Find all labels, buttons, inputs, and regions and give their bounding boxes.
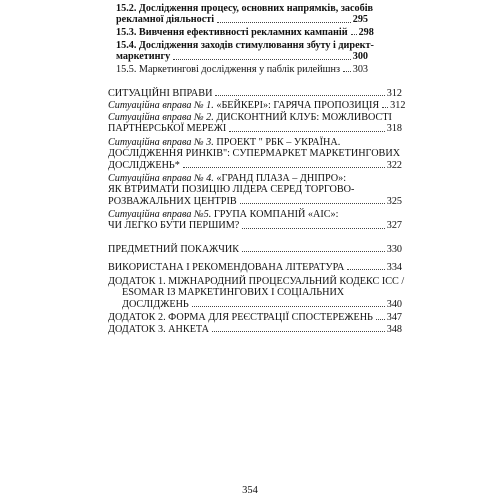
toc-entry-15-5	[116, 64, 368, 75]
toc-page-number: 348	[386, 324, 402, 335]
toc-page-number: 300	[352, 51, 368, 63]
toc-page-number: 330	[386, 244, 402, 255]
toc-entry-subject-index	[108, 244, 402, 255]
toc-page-number: 327	[386, 220, 402, 232]
toc-page-number: 312	[390, 100, 406, 111]
toc-page-number: 298	[358, 27, 374, 38]
toc-entry-appendix-1	[108, 276, 405, 310]
toc-entry-text: ВИКОРИСТАНА І РЕКОМЕНДОВАНА ЛІТЕРАТУРА	[108, 262, 345, 273]
toc-entry-text: 15.5. Маркетингові дослідження у паблік рилейшнз	[116, 64, 340, 75]
toc-entry-situation-5	[108, 209, 402, 232]
dot-leader	[192, 306, 385, 307]
toc-page-number: 334	[386, 262, 402, 273]
toc-entry-text: ЯК ВТРИМАТИ ПОЗИЦІЮ ЛІДЕРА СЕРЕД ТОРГОВО-	[108, 184, 355, 196]
toc-entry-text: «БЕЙКЕРІ»: ГАРЯЧА ПРОПОЗИЦІЯ	[216, 100, 380, 111]
dot-leader	[240, 203, 385, 204]
toc-entry-15-3	[116, 27, 374, 38]
dot-leader	[183, 167, 385, 168]
situation-prefix: Ситуаційна вправа № 3.	[108, 137, 214, 148]
toc-page-number: 340	[386, 298, 402, 310]
toc-entry-text: ДОСЛІДЖЕНЬ	[122, 298, 189, 310]
toc-entry-text: 15.2. Дослідження процесу, основних напрямків, засобів	[116, 3, 374, 14]
dot-leader	[347, 269, 384, 270]
toc-page-number: 322	[386, 159, 402, 171]
toc-page-number: 318	[386, 123, 402, 135]
toc-entry-situation-1	[108, 100, 406, 111]
dot-leader	[229, 131, 384, 132]
toc-page-number: 325	[386, 195, 402, 207]
toc-entry-situation-4	[108, 173, 402, 207]
toc-entry-15-4	[116, 40, 374, 63]
toc-entry-situations	[108, 88, 402, 99]
toc-page-number: 347	[386, 312, 402, 323]
toc-entry-situation-3	[108, 137, 402, 171]
toc-entry-15-2	[116, 3, 374, 26]
situation-prefix: Ситуаційна вправа № 4.	[108, 173, 214, 184]
toc-entry-situation-2	[108, 112, 402, 135]
toc-entry-literature	[108, 262, 402, 273]
toc-page-number: 295	[352, 14, 368, 26]
toc-entry-text: ПРЕДМЕТНИЙ ПОКАЖЧИК	[108, 244, 240, 255]
toc-entry-text: ДИСКОНТНИЙ КЛУБ: МОЖЛИВОСТІ	[216, 112, 392, 123]
dot-leader	[242, 228, 384, 229]
toc-entry-text: ГРУПА КОМПАНІЙ «АІС»:	[213, 209, 339, 220]
dot-leader	[215, 95, 384, 96]
toc-entry-text: «ГРАНД ПЛАЗА – ДНІПРО»:	[216, 173, 347, 184]
dot-leader	[351, 34, 357, 35]
toc-entry-appendix-2	[108, 312, 402, 323]
page-number: 354	[242, 485, 258, 496]
dot-leader	[242, 251, 385, 252]
situation-prefix: Ситуаційна вправа № 2.	[108, 112, 214, 123]
toc-entry-text: ДОДАТОК 3. АНКЕТА	[108, 324, 209, 335]
toc-entry-text: ESOMAR ІЗ МАРКЕТИНГОВИХ І СОЦІАЛЬНИХ	[122, 287, 345, 299]
dot-leader	[173, 59, 350, 60]
toc-entry-text: 15.4. Дослідження заходів стимулювання збуту і директ-	[116, 40, 374, 51]
toc-page-number: 303	[352, 64, 368, 75]
dot-leader	[217, 22, 351, 23]
toc-entry-text: ДОСЛІДЖЕНЬ*	[108, 159, 180, 171]
dot-leader	[343, 71, 351, 72]
toc-entry-text: маркетингу	[116, 51, 171, 63]
situation-prefix: Ситуаційна вправа № 1.	[108, 100, 214, 111]
toc-entry-text: 15.3. Вивчення ефективності рекламних кампаній	[116, 27, 348, 38]
toc-page-number: 312	[386, 88, 402, 99]
toc-section-title: СИТУАЦІЙНІ ВПРАВИ	[108, 88, 213, 99]
toc-entry-appendix-3	[108, 324, 402, 335]
toc-entry-text: ЧИ ЛЕГКО БУТИ ПЕРШИМ?	[108, 220, 240, 232]
toc-entry-text: ПАРТНЕРСЬКОЇ МЕРЕЖІ	[108, 123, 227, 135]
dot-leader	[382, 107, 388, 108]
toc-entry-text: ПРОЕКТ " РБК – УКРАЇНА.	[216, 137, 341, 148]
situation-prefix: Ситуаційна вправа №5.	[108, 209, 212, 220]
dot-leader	[376, 319, 385, 320]
toc-entry-text: РОЗВАЖАЛЬНИХ ЦЕНТРІВ	[108, 195, 237, 207]
toc-entry-text: ДОДАТОК 2. ФОРМА ДЛЯ РЕЄСТРАЦІЇ СПОСТЕРЕЖЕНЬ	[108, 312, 373, 323]
toc-entry-text: ДОСЛІДЖЕННЯ РИНКІВ": СУПЕРМАРКЕТ МАРКЕТИНГОВИХ	[108, 148, 401, 160]
dot-leader	[212, 331, 385, 332]
toc-entry-text: ДОДАТОК 1. МІЖНАРОДНИЙ ПРОЦЕСУАЛЬНИЙ КОДЕКС ICC /	[108, 276, 405, 287]
toc-entry-text: рекламної діяльності	[116, 14, 215, 26]
